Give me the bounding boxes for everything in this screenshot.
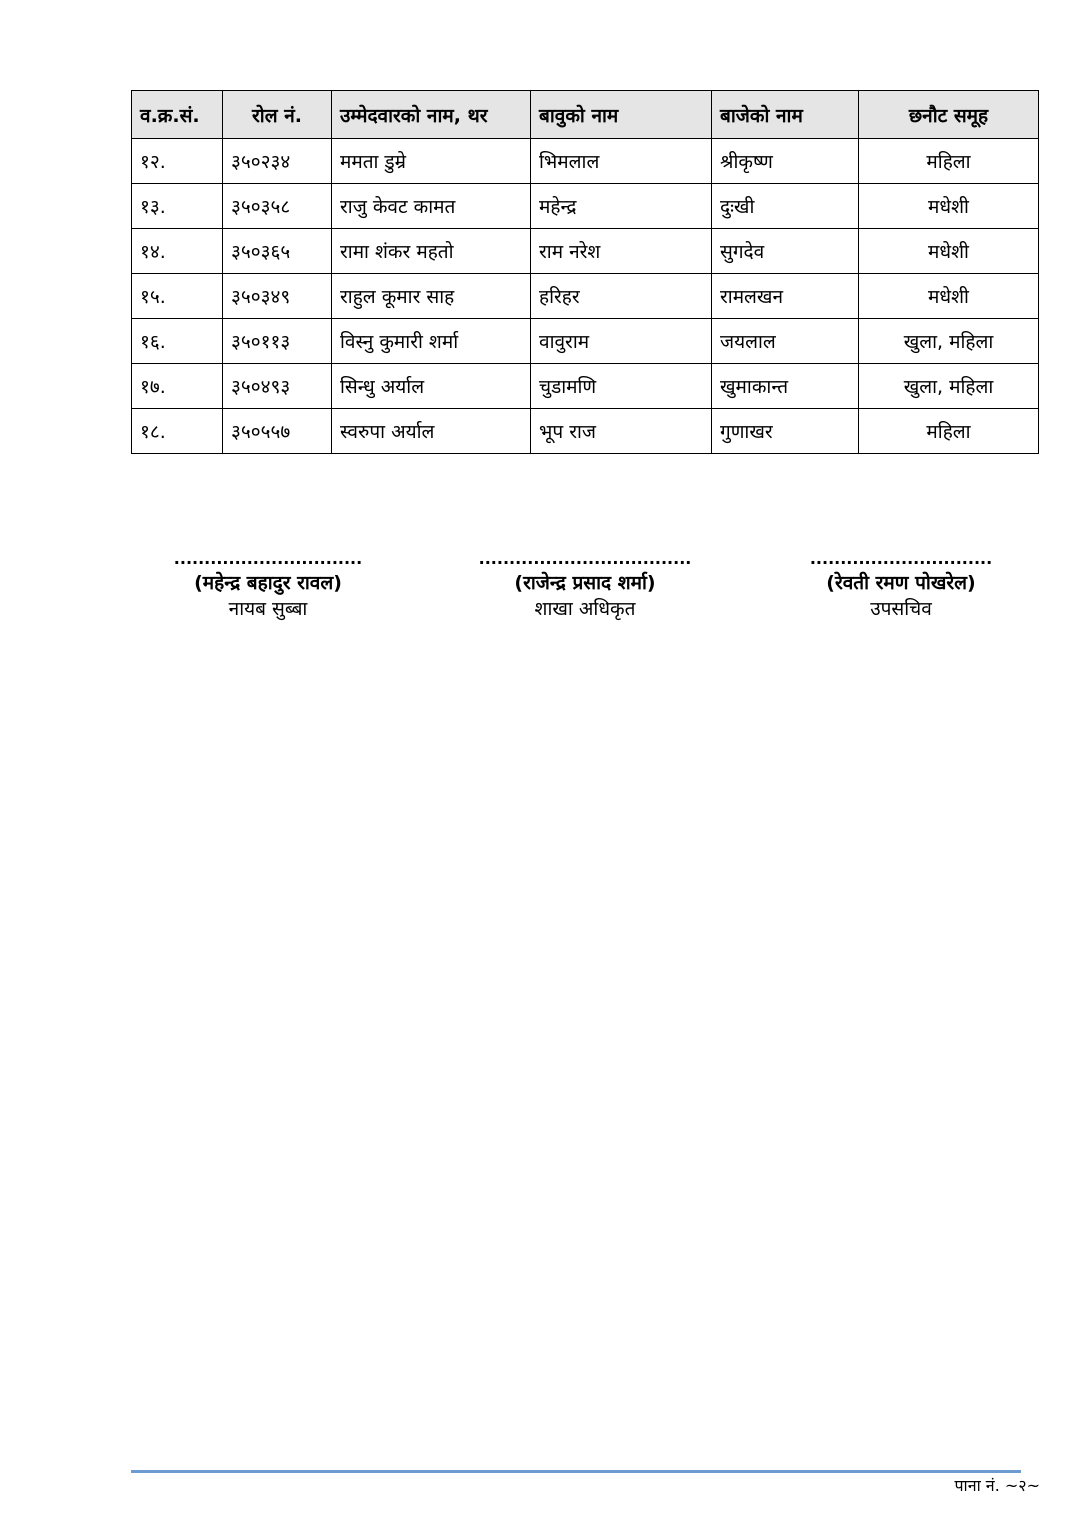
signature-block	[0, 548, 1080, 638]
cell-serial: १८.	[132, 409, 223, 454]
cell-candidate-name: सिन्धु अर्याल	[332, 364, 531, 409]
cell-father-name: भूप राज	[531, 409, 712, 454]
signature-section-assistant	[168, 548, 368, 622]
cell-serial: १५.	[132, 274, 223, 319]
cell-selection-group: मधेशी	[859, 274, 1039, 319]
table-row	[132, 184, 1039, 229]
cell-grandfather-name: दुःखी	[712, 184, 859, 229]
signature-line: ...................................	[478, 549, 692, 568]
signatory-name: (राजेन्द्र प्रसाद शर्मा)	[514, 572, 656, 594]
footer-divider	[131, 1470, 1021, 1473]
signatory-title: नायब सुब्बा	[228, 598, 308, 620]
table-row	[132, 229, 1039, 274]
cell-selection-group: खुला, महिला	[859, 319, 1039, 364]
header-roll-number: रोल नं.	[223, 91, 332, 139]
signature-section-undersecretary	[805, 548, 997, 622]
cell-candidate-name: रामा शंकर महतो	[332, 229, 531, 274]
cell-father-name: चुडामणि	[531, 364, 712, 409]
cell-roll-number: ३५०३६५	[223, 229, 332, 274]
cell-roll-number: ३५०५५७	[223, 409, 332, 454]
cell-selection-group: महिला	[859, 139, 1039, 184]
cell-father-name: महेन्द्र	[531, 184, 712, 229]
signatory-title: उपसचिव	[870, 598, 932, 620]
cell-selection-group: मधेशी	[859, 229, 1039, 274]
page-number: पाना नं. ~२~	[954, 1476, 1040, 1495]
header-candidate-name: उम्मेदवारको नाम, थर	[332, 91, 531, 139]
cell-candidate-name: राहुल कूमार साह	[332, 274, 531, 319]
cell-grandfather-name: खुमाकान्त	[712, 364, 859, 409]
results-table	[131, 90, 1039, 454]
cell-father-name: भिमलाल	[531, 139, 712, 184]
cell-serial: १४.	[132, 229, 223, 274]
signatory-name: (महेन्द्र बहादुर रावल)	[194, 572, 342, 594]
signature-line: ..............................	[809, 549, 993, 568]
signatory-title: शाखा अधिकृत	[534, 598, 636, 620]
table-row	[132, 274, 1039, 319]
table-row	[132, 319, 1039, 364]
cell-selection-group: महिला	[859, 409, 1039, 454]
cell-serial: १३.	[132, 184, 223, 229]
cell-serial: १२.	[132, 139, 223, 184]
cell-grandfather-name: रामलखन	[712, 274, 859, 319]
cell-selection-group: खुला, महिला	[859, 364, 1039, 409]
header-selection-group: छनौट समूह	[859, 91, 1039, 139]
cell-candidate-name: ममता डुम्रे	[332, 139, 531, 184]
signature-line: ...............................	[173, 549, 363, 568]
cell-roll-number: ३५०३५८	[223, 184, 332, 229]
cell-grandfather-name: जयलाल	[712, 319, 859, 364]
cell-selection-group: मधेशी	[859, 184, 1039, 229]
cell-father-name: हरिहर	[531, 274, 712, 319]
header-grandfather-name: बाजेको नाम	[712, 91, 859, 139]
cell-candidate-name: विस्नु कुमारी शर्मा	[332, 319, 531, 364]
signature-section-officer	[476, 548, 694, 622]
table-row	[132, 139, 1039, 184]
cell-serial: १६.	[132, 319, 223, 364]
cell-father-name: राम नरेश	[531, 229, 712, 274]
table-row	[132, 409, 1039, 454]
cell-roll-number: ३५०४९३	[223, 364, 332, 409]
cell-roll-number: ३५०३४९	[223, 274, 332, 319]
cell-grandfather-name: सुगदेव	[712, 229, 859, 274]
cell-father-name: वावुराम	[531, 319, 712, 364]
table-header-row	[132, 91, 1039, 139]
cell-candidate-name: राजु केवट कामत	[332, 184, 531, 229]
cell-grandfather-name: श्रीकृष्ण	[712, 139, 859, 184]
cell-roll-number: ३५०२३४	[223, 139, 332, 184]
table-row	[132, 364, 1039, 409]
cell-candidate-name: स्वरुपा अर्याल	[332, 409, 531, 454]
cell-grandfather-name: गुणाखर	[712, 409, 859, 454]
header-father-name: बावुको नाम	[531, 91, 712, 139]
header-serial: व.क्र.सं.	[132, 91, 223, 139]
cell-serial: १७.	[132, 364, 223, 409]
cell-roll-number: ३५०११३	[223, 319, 332, 364]
signatory-name: (रेवती रमण पोखरेल)	[826, 572, 976, 594]
